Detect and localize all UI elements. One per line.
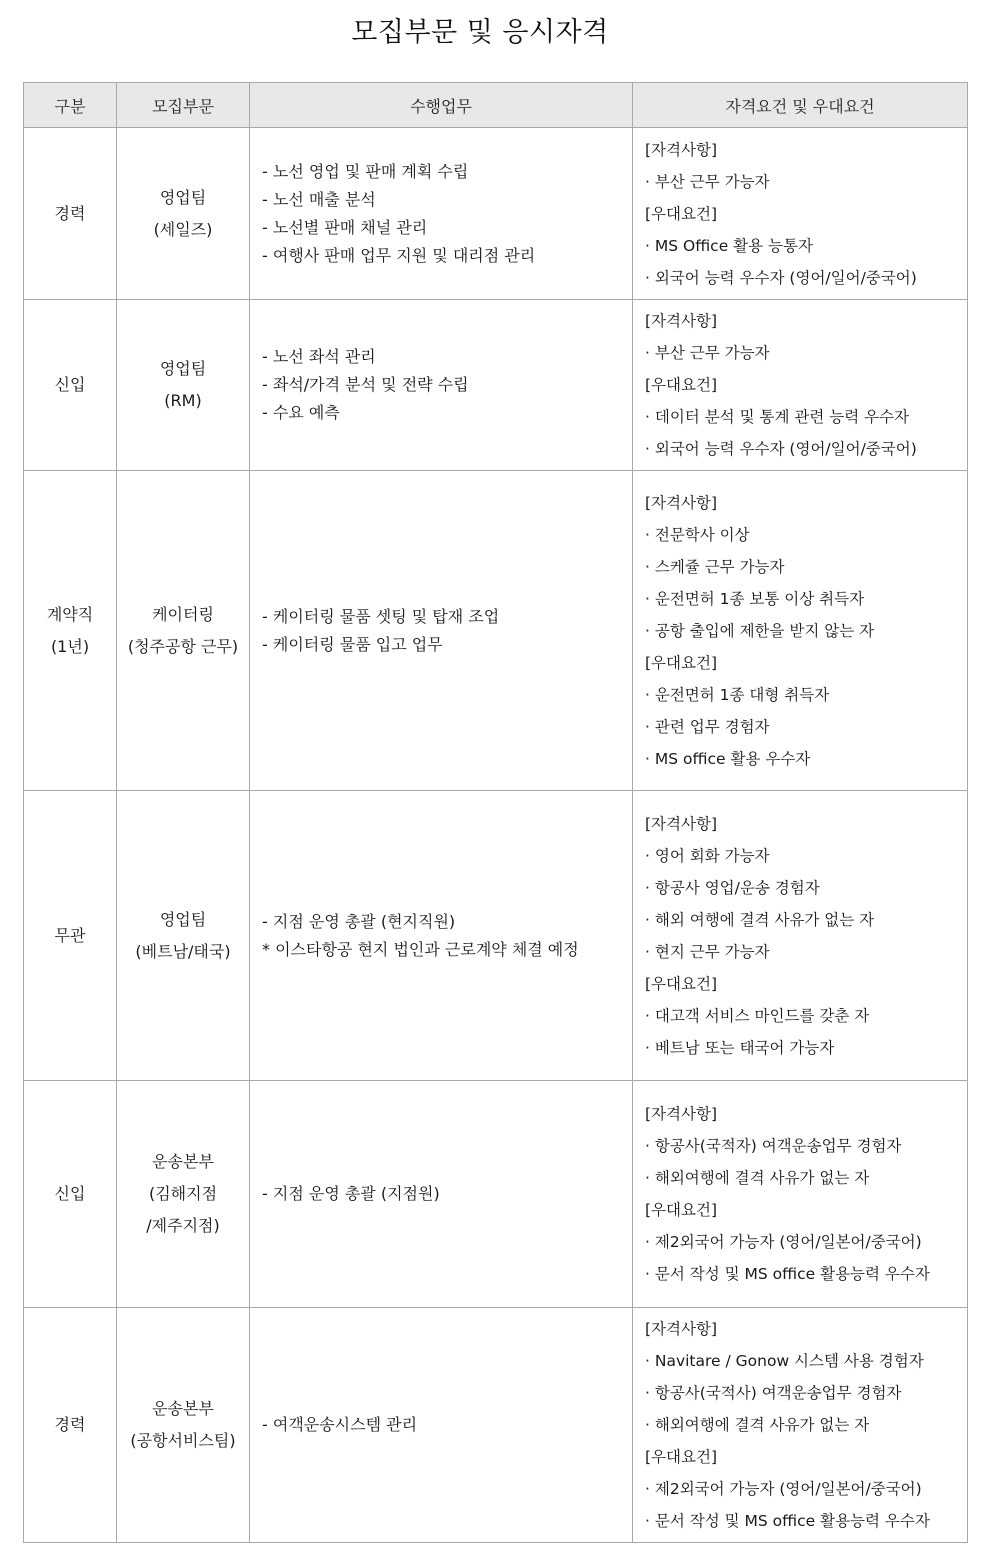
quals-line: · 해외여행에 결격 사유가 없는 자 — [645, 1169, 870, 1187]
division-line: 케이터링 — [152, 604, 214, 624]
quals-line: · 베트남 또는 태국어 가능자 — [645, 1038, 835, 1057]
quals-line: · 외국어 능력 우수자 (영어/일어/중국어) — [645, 268, 917, 287]
duties-cell — [250, 471, 633, 791]
qualifications-cell — [633, 791, 968, 1081]
duties-line: - 케이터링 물품 셋팅 및 탑재 조업 — [262, 606, 500, 626]
duties-line: - 수요 예측 — [262, 403, 340, 422]
division-line: 운송본부 — [152, 1399, 214, 1418]
division-line: 영업팀 — [159, 909, 207, 929]
division-cell — [117, 128, 250, 300]
page-title: 모집부문 및 응시자격 — [351, 17, 609, 48]
qualifications-cell — [633, 1081, 968, 1308]
quals-line: [자격사항] — [645, 1320, 717, 1338]
quals-line: · 운전면허 1종 보통 이상 취득자 — [645, 589, 865, 608]
division-cell — [117, 471, 250, 791]
quals-line: · 전문학사 이상 — [645, 525, 750, 544]
quals-line: · 데이터 분석 및 통계 관련 능력 우수자 — [645, 408, 910, 426]
category-line: (1년) — [50, 636, 90, 656]
duties-line: - 노선 좌석 관리 — [262, 347, 376, 366]
quals-line: · 문서 작성 및 MS office 활용능력 우수자 — [645, 1512, 930, 1530]
duties-cell — [250, 128, 633, 300]
quals-line: [자격사항] — [645, 312, 717, 330]
division-line: (공항서비스팀) — [130, 1431, 236, 1450]
qualifications-cell — [633, 471, 968, 791]
quals-line: [우대요건] — [645, 1201, 717, 1219]
quals-line: · 운전면허 1종 대형 취득자 — [645, 685, 830, 704]
quals-line: · 제2외국어 가능자 (영어/일본어/중국어) — [645, 1480, 922, 1498]
qualifications-cell — [633, 1308, 968, 1543]
quals-line: · 스케쥴 근무 가능자 — [645, 557, 785, 576]
duties-line: - 노선 매출 분석 — [262, 189, 376, 209]
table-row — [24, 300, 968, 471]
table-row — [24, 128, 968, 300]
quals-line: · 제2외국어 가능자 (영어/일본어/중국어) — [645, 1233, 922, 1251]
quals-line: · Navitare / Gonow 시스템 사용 경험자 — [645, 1352, 924, 1370]
division-line: 운송본부 — [152, 1152, 214, 1171]
duties-line: - 지점 운영 총괄 (지점원) — [262, 1184, 440, 1203]
category-line: 경력 — [54, 203, 86, 223]
duties-line: - 여행사 판매 업무 지원 및 대리점 관리 — [262, 245, 536, 265]
category-cell — [24, 791, 117, 1081]
division-cell — [117, 791, 250, 1081]
quals-line: · 영어 회화 가능자 — [645, 846, 770, 865]
quals-line: · 공항 출입에 제한을 받지 않는 자 — [645, 621, 875, 640]
quals-line: · MS office 활용 우수자 — [645, 749, 811, 768]
quals-line: · 대고객 서비스 마인드를 갖춘 자 — [645, 1006, 870, 1025]
division-cell — [117, 300, 250, 471]
duties-line: - 노선별 판매 채널 관리 — [262, 217, 428, 237]
category-cell — [24, 471, 117, 791]
division-line: (김해지점 — [148, 1184, 218, 1203]
table-row — [24, 791, 968, 1081]
category-line: 신입 — [54, 1184, 86, 1203]
quals-line: · 항공사 영업/운송 경험자 — [645, 878, 820, 897]
recruitment-table — [23, 82, 968, 1543]
quals-line: [우대요건] — [645, 1448, 717, 1466]
category-cell — [24, 1081, 117, 1308]
header-qualifications: 자격요건 및 우대요건 — [633, 83, 968, 128]
duties-cell — [250, 1081, 633, 1308]
division-line: 영업팀 — [159, 187, 207, 207]
division-line: (베트남/태국) — [135, 941, 231, 961]
qualifications-cell — [633, 300, 968, 471]
division-line: (RM) — [164, 391, 202, 410]
quals-line: · 해외 여행에 결격 사유가 없는 자 — [645, 910, 875, 929]
quals-line: [자격사항] — [645, 814, 717, 833]
duties-line: - 지점 운영 총괄 (현지직원) — [262, 911, 456, 931]
duties-line: - 좌석/가격 분석 및 전략 수립 — [262, 375, 469, 394]
category-cell — [24, 300, 117, 471]
table-header-row — [24, 83, 968, 128]
category-line: 경력 — [54, 1415, 86, 1434]
division-cell — [117, 1308, 250, 1543]
duties-cell — [250, 300, 633, 471]
quals-line: [우대요건] — [645, 653, 717, 672]
quals-line: · 외국어 능력 우수자 (영어/일어/중국어) — [645, 440, 917, 458]
quals-line: · 항공사(국적사) 여객운송업무 경험자 — [645, 1384, 902, 1402]
quals-line: · 문서 작성 및 MS office 활용능력 우수자 — [645, 1265, 930, 1283]
header-division: 모집부문 — [117, 83, 250, 128]
quals-line: [우대요건] — [645, 974, 717, 993]
category-line: 무관 — [54, 925, 86, 945]
quals-line: · MS Office 활용 능통자 — [645, 236, 813, 255]
quals-line: [우대요건] — [645, 204, 717, 223]
quals-line: · 부산 근무 가능자 — [645, 172, 770, 191]
duties-line: - 여객운송시스템 관리 — [262, 1415, 418, 1434]
table-row — [24, 471, 968, 791]
division-line: /제주지점) — [146, 1216, 220, 1235]
quals-line: · 부산 근무 가능자 — [645, 344, 770, 362]
quals-line: [자격사항] — [645, 140, 717, 159]
quals-line: · 관련 업무 경험자 — [645, 717, 770, 736]
duties-line: * 이스타항공 현지 법인과 근로계약 체결 예정 — [262, 939, 579, 959]
quals-line: [자격사항] — [645, 493, 717, 512]
division-line: (청주공항 근무) — [127, 636, 239, 656]
category-line: 계약직 — [46, 604, 94, 624]
duties-cell — [250, 1308, 633, 1543]
division-cell — [117, 1081, 250, 1308]
quals-line: · 항공사(국적자) 여객운송업무 경험자 — [645, 1137, 902, 1155]
qualifications-cell — [633, 128, 968, 300]
quals-line: [우대요건] — [645, 376, 717, 394]
category-cell — [24, 1308, 117, 1543]
header-duties: 수행업무 — [250, 83, 633, 128]
category-cell — [24, 128, 117, 300]
division-line: 영업팀 — [159, 359, 207, 378]
table-row — [24, 1308, 968, 1543]
category-line: 신입 — [54, 375, 86, 394]
quals-line: · 현지 근무 가능자 — [645, 942, 770, 961]
quals-line: [자격사항] — [645, 1105, 717, 1123]
table-row — [24, 1081, 968, 1308]
duties-line: - 노선 영업 및 판매 계획 수립 — [262, 161, 469, 181]
header-category: 구분 — [24, 83, 117, 128]
quals-line: · 해외여행에 결격 사유가 없는 자 — [645, 1416, 870, 1434]
division-line: (세일즈) — [153, 219, 213, 239]
duties-cell — [250, 791, 633, 1081]
duties-line: - 케이터링 물품 입고 업무 — [262, 634, 443, 654]
